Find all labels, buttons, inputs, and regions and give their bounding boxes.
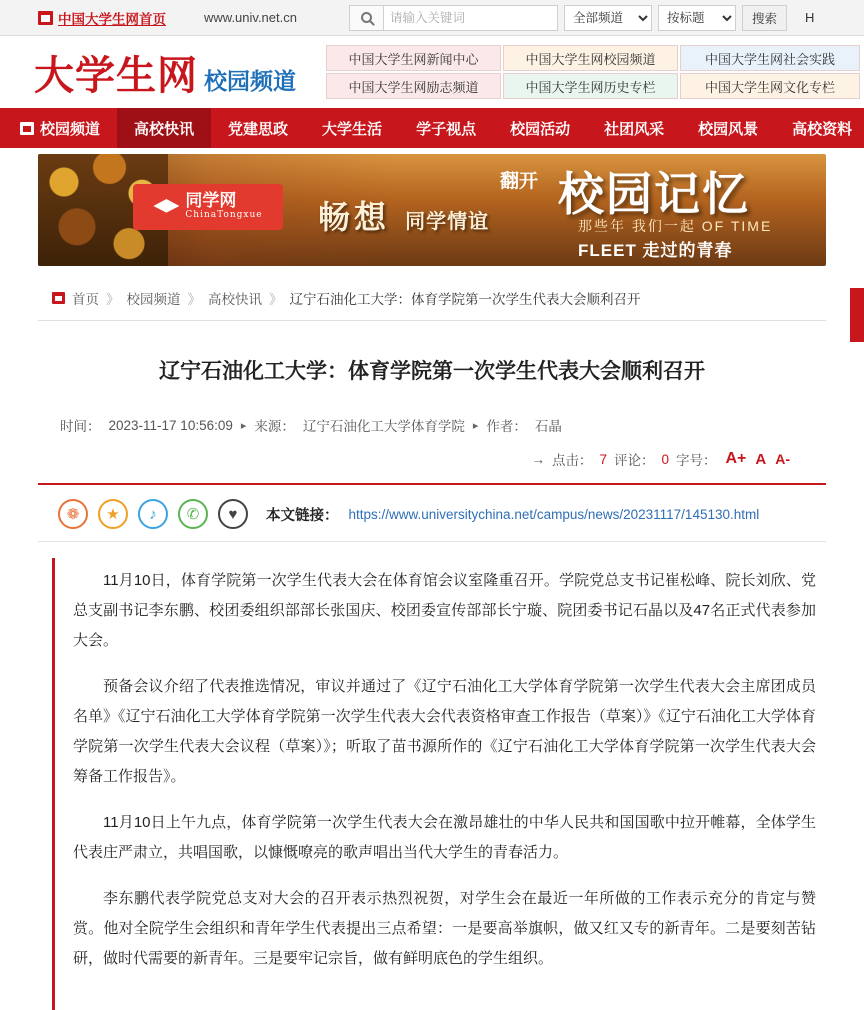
breadcrumb-item-campus-news[interactable]: 高校快讯 xyxy=(208,292,262,307)
breadcrumb xyxy=(38,280,826,321)
bell-icon[interactable]: ♪ xyxy=(138,499,168,529)
share-row xyxy=(38,485,826,542)
heart-icon[interactable]: ♥ xyxy=(218,499,248,529)
channel-link-1[interactable]: 中国大学生网校园频道 xyxy=(503,45,678,71)
home-icon xyxy=(52,292,65,304)
breadcrumb-current: 辽宁石油化工大学：体育学院第一次学生代表大会顺利召开 xyxy=(289,292,641,307)
banner-brand-badge xyxy=(133,184,283,230)
nav-item-college-life[interactable]: 大学生活 xyxy=(322,120,383,138)
meta-source-label: 来源： xyxy=(254,419,295,434)
search-input[interactable] xyxy=(383,5,558,31)
content-area xyxy=(38,280,826,1010)
search-icon[interactable] xyxy=(349,5,383,31)
topbar-tail-text: H xyxy=(804,10,815,25)
site-url-text: www.univ.net.cn xyxy=(204,10,297,25)
promo-banner[interactable] xyxy=(38,154,826,266)
channel-link-3[interactable]: 中国大学生网励志频道 xyxy=(326,73,501,99)
breadcrumb-separator: 》 xyxy=(269,292,283,307)
search-button[interactable]: 搜索 xyxy=(742,5,787,31)
logo-main-text: 大学生网 xyxy=(34,51,198,99)
home-icon xyxy=(20,122,34,135)
search-area xyxy=(349,5,787,31)
logo-row xyxy=(0,36,864,108)
article-paragraph: 11月10日，体育学院第一次学生代表大会在体育馆会议室隆重召开。学院党总支书记崔松峰、院长刘欣、党总支副书记李东鹏、校团委组织部部长张国庆、校团委宣传部部长宁璇、院团委书记石晶以及47名正式代表参加大会。 xyxy=(73,572,816,649)
nav-item-campus-activities[interactable]: 校园活动 xyxy=(510,120,571,138)
hits-label: 点击： xyxy=(551,453,593,468)
triangle-icon: ▸ xyxy=(240,419,247,432)
channel-select[interactable] xyxy=(564,5,652,31)
channel-link-5[interactable]: 中国大学生网文化专栏 xyxy=(680,73,860,99)
font-size-increase-button[interactable]: A+ xyxy=(725,450,747,467)
breadcrumb-separator: 》 xyxy=(187,292,201,307)
article-stats xyxy=(38,449,826,469)
logo-sub-text: 校园频道 xyxy=(204,67,296,95)
breadcrumb-separator: 》 xyxy=(106,292,120,307)
page-title: 辽宁石油化工大学：体育学院第一次学生代表大会顺利召开 xyxy=(159,360,705,383)
banner-brand-text: 同学网 ChinaTongxue xyxy=(185,191,263,221)
site-home-label: 中国大学生网首页 xyxy=(58,11,166,27)
meta-time-label: 时间： xyxy=(60,419,101,434)
banner-subline-2: FLEET 走过的青春 xyxy=(578,241,733,260)
site-logo[interactable] xyxy=(34,44,296,101)
arrow-icon: → xyxy=(531,451,545,467)
right-side-tab[interactable] xyxy=(850,288,864,342)
meta-time-value: 2023-11-17 10:56:09 xyxy=(108,417,233,433)
main-nav xyxy=(0,108,864,148)
article-paragraph: 预备会议介绍了代表推选情况，审议并通过了《辽宁石油化工大学体育学院第一次学生代表大会主席团成员名单》《辽宁石油化工大学体育学院第一次学生代表大会代表资格审查工作报告（草案）》《辽宁石油化工大学体育学院第一次学生代表大会议程（草案）》；听取了苗书源所作的《辽宁石油化工大学体育学院第一次学生代表大会筹备工作报告》。 xyxy=(73,678,816,785)
article-paragraph: 11月10日上午九点，体育学院第一次学生代表大会在激昂雄壮的中华人民共和国国歌中拉开帷幕，全体学生代表庄严肃立，共唱国歌，以慷慨嘹亮的歌声唱出当代大学生的青春活力。 xyxy=(73,814,816,861)
banner-memory-text: 校园记忆 xyxy=(558,167,750,221)
article-link-label: 本文链接： xyxy=(266,507,339,524)
site-home-link[interactable] xyxy=(38,8,166,28)
nav-item-campus-channel[interactable] xyxy=(0,108,117,148)
comments-value: 0 xyxy=(661,451,669,467)
home-icon xyxy=(38,11,53,25)
banner-slogan: 畅想 同学情谊 xyxy=(318,198,490,236)
nav-item-student-views[interactable]: 学子视点 xyxy=(416,120,477,138)
graduation-cap-icon xyxy=(153,197,179,217)
font-size-decrease-button[interactable]: A- xyxy=(775,451,790,467)
triangle-icon: ▸ xyxy=(472,419,479,432)
top-bar xyxy=(0,0,864,36)
nav-item-campus-resources[interactable]: 高校资料 xyxy=(792,120,853,138)
favorite-star-icon[interactable]: ★ xyxy=(98,499,128,529)
meta-source-value: 辽宁石油化工大学体育学院 xyxy=(302,419,465,434)
meta-author-value: 石晶 xyxy=(534,419,562,434)
nav-item-club-style[interactable]: 社团风采 xyxy=(604,120,665,138)
weibo-icon[interactable]: ❁ xyxy=(58,499,88,529)
banner-subline-1: 那些年 我们一起 OF TIME xyxy=(578,218,773,234)
article-meta xyxy=(38,415,826,435)
comments-label: 评论： xyxy=(613,453,655,468)
channel-link-0[interactable]: 中国大学生网新闻中心 xyxy=(326,45,501,71)
breadcrumb-item-home[interactable]: 首页 xyxy=(72,292,99,307)
channel-link-2[interactable]: 中国大学生网社会实践 xyxy=(680,45,860,71)
font-size-default-button[interactable]: A xyxy=(755,450,767,468)
nav-item-party-politics[interactable]: 党建思政 xyxy=(228,120,289,138)
nav-item-campus-news[interactable]: 高校快讯 xyxy=(117,108,211,148)
fontsize-label: 字号： xyxy=(675,453,717,468)
sort-select[interactable] xyxy=(658,5,736,31)
wechat-icon[interactable]: ✆ xyxy=(178,499,208,529)
breadcrumb-item-campus-channel[interactable]: 校园频道 xyxy=(126,292,181,307)
nav-label: 校园频道 xyxy=(40,120,101,138)
article-paragraph: 李东鹏代表学院党总支对大会的召开表示热烈祝贺，对学生会在最近一年所做的工作表示充分的肯定与赞赏。他对全院学生会组织和青年学生代表提出三点希望：一是要高举旗帜，做又红又专的新青年。二是要刻苦钻研，做时代需要的新青年。三是要牢记宗旨，做有鲜明底色的学生组织。 xyxy=(73,890,816,967)
channel-link-4[interactable]: 中国大学生网历史专栏 xyxy=(503,73,678,99)
meta-author-label: 作者： xyxy=(486,419,527,434)
article-body xyxy=(52,558,826,1010)
banner-fankai-text: 翻开 xyxy=(500,170,539,192)
article-link-value[interactable]: https://www.universitychina.net/campus/news/20231117/145130.html xyxy=(348,506,760,522)
channel-links-grid xyxy=(326,45,860,99)
hits-value: 7 xyxy=(599,451,607,467)
nav-item-campus-scenery[interactable]: 校园风景 xyxy=(698,120,759,138)
